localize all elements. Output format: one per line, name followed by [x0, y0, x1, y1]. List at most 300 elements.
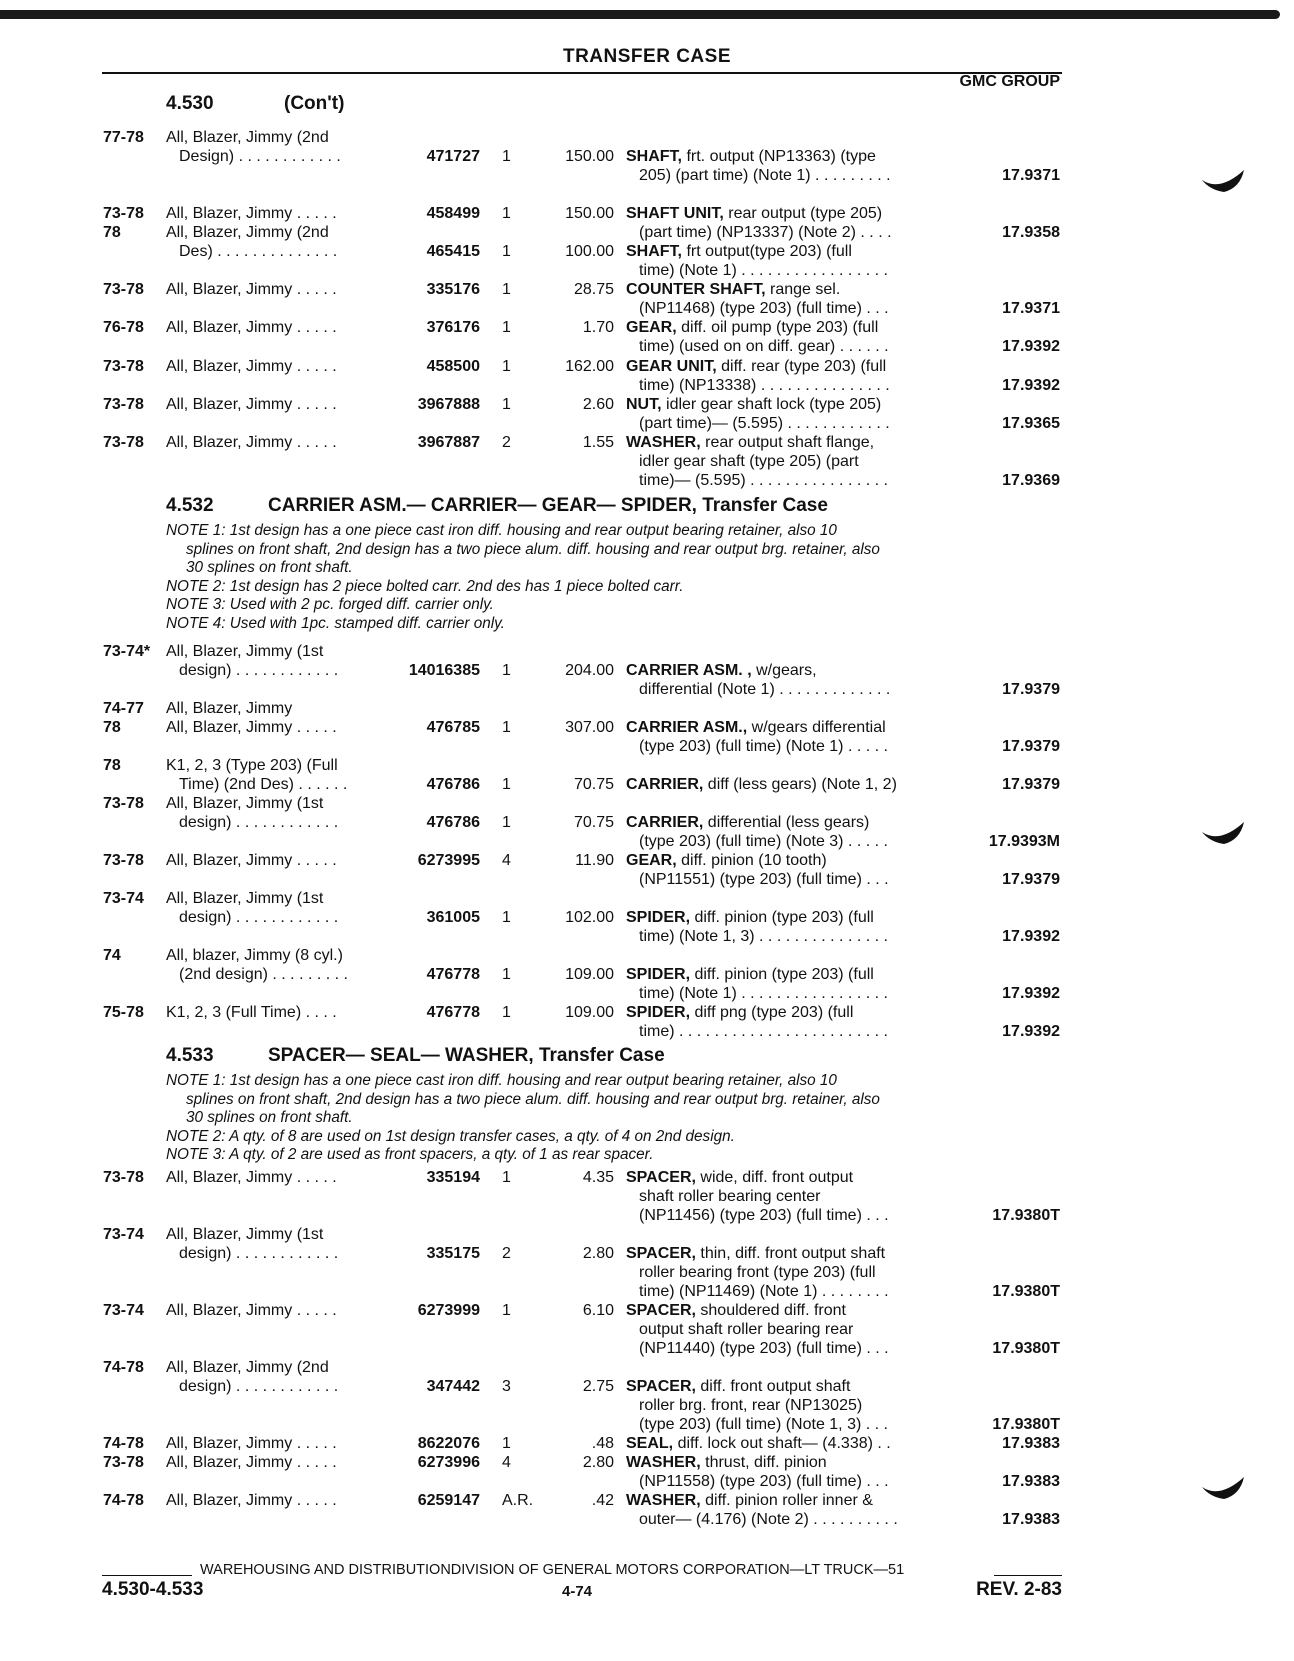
description-line: time) (Note 1) . . . . . . . . . . . . . . . . .	[639, 985, 888, 1002]
description-line: time) . . . . . . . . . . . . . . . . . . . . . . . .	[639, 1023, 888, 1040]
note-line: splines on front shaft, 2nd design has a two piece alum. diff. housing and rear output brg. retainer, also	[186, 540, 880, 558]
application	[166, 1453, 337, 1472]
description-line: (NP11456) (type 203) (full time) . . .	[639, 1207, 889, 1224]
description-text: differential (less gears)	[707, 814, 870, 831]
model-years: 73-78	[103, 1454, 144, 1471]
application	[166, 718, 337, 737]
description-text: thin, diff. front output shaft	[700, 1245, 886, 1262]
part-name: WASHER,	[626, 1492, 701, 1509]
top-edge-bar	[0, 10, 1280, 19]
quantity: 1	[502, 966, 511, 983]
part-name: SPIDER,	[626, 909, 691, 926]
catalog-number: 17.9365	[1002, 415, 1060, 432]
description-line: roller brg. front, rear (NP13025)	[639, 1397, 863, 1414]
price: 2.80	[582, 1245, 614, 1262]
price: 204.00	[565, 662, 614, 679]
application-line: All, Blazer, Jimmy . . . . .	[166, 396, 337, 413]
application	[166, 357, 337, 376]
model-years: 74-78	[103, 1435, 144, 1452]
price: 11.90	[575, 852, 614, 869]
application	[166, 318, 337, 337]
price: 2.60	[582, 396, 614, 413]
model-years: 73-78	[103, 205, 144, 222]
note-line: NOTE 1: 1st design has a one piece cast iron diff. housing and rear output bearing retainer, also 10	[166, 522, 837, 539]
application	[166, 204, 337, 223]
description	[626, 813, 888, 851]
description-line: roller bearing front (type 203) (full	[639, 1264, 876, 1281]
quantity: 1	[502, 1169, 511, 1186]
quantity: 1	[502, 1004, 511, 1021]
description	[626, 718, 888, 756]
application-line: Time) (2nd Des) . . . . . .	[179, 776, 348, 793]
description-line	[626, 1003, 888, 1022]
part-number: 465415	[426, 243, 480, 260]
part-number: 476785	[426, 719, 480, 736]
application-line: K1, 2, 3 (Type 203) (Full	[166, 757, 338, 774]
description-line	[626, 775, 897, 794]
model-years: 73-78	[103, 795, 144, 812]
model-years: 76-78	[103, 319, 144, 336]
model-years: 73-74	[103, 1226, 144, 1243]
description-text: wide, diff. front output	[700, 1169, 854, 1186]
part-name: SPIDER,	[626, 1004, 691, 1021]
section-notes	[166, 522, 1066, 634]
description	[626, 1453, 889, 1491]
quantity: 1	[502, 396, 511, 413]
model-years: 73-74	[103, 1302, 144, 1319]
catalog-number: 17.9379	[1002, 871, 1060, 888]
description	[626, 1491, 898, 1529]
description-line	[626, 1453, 889, 1472]
price: 150.00	[565, 205, 614, 222]
catalog-number: 17.9380T	[992, 1416, 1060, 1433]
application-line: design) . . . . . . . . . . . .	[179, 814, 339, 831]
page-number: 4-74	[562, 1583, 593, 1600]
part-name: NUT,	[626, 396, 662, 413]
description-text: range sel.	[770, 281, 841, 298]
catalog-number: 17.9380T	[992, 1207, 1060, 1224]
description-line	[626, 318, 889, 337]
description-line: (part time)— (5.595) . . . . . . . . . . . .	[639, 415, 890, 432]
application-line: All, blazer, Jimmy (8 cyl.)	[166, 947, 343, 964]
section-heading	[166, 1045, 665, 1067]
price: 109.00	[565, 1004, 614, 1021]
description-text: idler gear shaft lock (type 205)	[666, 396, 882, 413]
part-number: 458499	[426, 205, 480, 222]
description-line: output shaft roller bearing rear	[639, 1321, 854, 1338]
model-years: 74	[103, 947, 121, 964]
part-name: SEAL,	[626, 1435, 674, 1452]
application	[166, 699, 292, 718]
quantity: 1	[502, 1302, 511, 1319]
description-line: outer— (4.176) (Note 2) . . . . . . . . . .	[639, 1511, 898, 1528]
footer-rule-right	[994, 1575, 1062, 1576]
application-line: K1, 2, 3 (Full Time) . . . .	[166, 1004, 337, 1021]
application-line: (2nd design) . . . . . . . . .	[179, 966, 348, 983]
part-number: 335194	[426, 1169, 480, 1186]
description-line: (NP11551) (type 203) (full time) . . .	[639, 871, 889, 888]
page-title: TRANSFER CASE	[562, 46, 731, 67]
part-name: WASHER,	[626, 434, 701, 451]
part-name: SPACER,	[626, 1245, 696, 1262]
part-number: 335176	[426, 281, 480, 298]
quantity: 1	[502, 205, 511, 222]
part-number: 6259147	[417, 1492, 480, 1509]
price: 4.35	[582, 1169, 614, 1186]
catalog-number: 17.9392	[1002, 985, 1060, 1002]
description	[626, 775, 897, 794]
part-number: 476778	[426, 1004, 480, 1021]
description-text: diff (less gears) (Note 1, 2)	[707, 776, 897, 793]
model-years: 73-78	[103, 396, 144, 413]
description-line	[626, 280, 889, 299]
application-line: design) . . . . . . . . . . . .	[179, 1378, 339, 1395]
application-line: All, Blazer, Jimmy . . . . .	[166, 852, 337, 869]
application-line: All, Blazer, Jimmy . . . . .	[166, 1435, 337, 1452]
part-number: 8622076	[417, 1435, 480, 1452]
price: 1.55	[582, 434, 614, 451]
part-name: SPACER,	[626, 1378, 696, 1395]
application-line: All, Blazer, Jimmy . . . . .	[166, 1302, 337, 1319]
application	[166, 1168, 337, 1187]
description-line: (type 203) (full time) (Note 3) . . . . .	[639, 833, 888, 850]
catalog-number: 17.9380T	[992, 1340, 1060, 1357]
note-line: NOTE 3: Used with 2 pc. forged diff. carrier only.	[166, 596, 494, 614]
application-line: All, Blazer, Jimmy . . . . .	[166, 281, 337, 298]
part-number: 471727	[426, 148, 480, 165]
catalog-number: 17.9392	[1002, 1023, 1060, 1040]
catalog-number: 17.9369	[1002, 472, 1060, 489]
description-line: shaft roller bearing center	[639, 1188, 821, 1205]
description	[626, 851, 889, 889]
part-name: CARRIER,	[626, 814, 704, 831]
application-line: All, Blazer, Jimmy . . . . .	[166, 719, 337, 736]
part-name: GEAR,	[626, 852, 677, 869]
description-line	[626, 1377, 888, 1396]
application	[166, 1358, 338, 1396]
section-range: 4.530-4.533	[102, 1579, 204, 1600]
description-line	[626, 395, 890, 414]
price: 2.75	[582, 1378, 614, 1395]
catalog-number: 17.9379	[1002, 738, 1060, 755]
quantity: 3	[502, 1378, 511, 1395]
header-rule	[102, 72, 1062, 74]
catalog-number: 17.9392	[1002, 338, 1060, 355]
model-years: 74-78	[103, 1492, 144, 1509]
catalog-number: 17.9358	[1002, 224, 1060, 241]
model-years: 73-78	[103, 281, 144, 298]
description	[626, 204, 892, 242]
description-text: diff. pinion (type 203) (full	[694, 909, 874, 926]
description-line: time)— (5.595) . . . . . . . . . . . . . . . .	[639, 472, 888, 489]
catalog-number: 17.9383	[1002, 1435, 1060, 1452]
description	[626, 1301, 889, 1358]
quantity: 1	[502, 281, 511, 298]
section-title: SPACER— SEAL— WASHER, Transfer Case	[268, 1045, 665, 1066]
description-line	[626, 965, 888, 984]
section-number: 4.533	[166, 1045, 214, 1066]
application	[166, 889, 338, 927]
binder-hole-mark	[1200, 820, 1246, 846]
description	[626, 357, 890, 395]
description-line	[626, 433, 888, 452]
application-line: design) . . . . . . . . . . . .	[179, 662, 339, 679]
quantity: 2	[502, 434, 511, 451]
part-number: 347442	[426, 1378, 480, 1395]
section-notes	[166, 1072, 1066, 1165]
application-line: All, Blazer, Jimmy (1st	[166, 1226, 324, 1243]
model-years: 73-78	[103, 852, 144, 869]
part-name: COUNTER SHAFT,	[626, 281, 766, 298]
quantity: A.R.	[502, 1492, 534, 1509]
description-text: diff. lock out shaft— (4.338) . .	[677, 1435, 891, 1452]
description-line: idler gear shaft (type 205) (part	[639, 453, 859, 470]
part-number: 476786	[426, 814, 480, 831]
part-name: SHAFT,	[626, 243, 682, 260]
application	[166, 851, 337, 870]
price: 70.75	[573, 776, 614, 793]
description-text: diff png (type 203) (full	[694, 1004, 854, 1021]
application-line: All, Blazer, Jimmy . . . . .	[166, 434, 337, 451]
description-line: time) (used on on diff. gear) . . . . . .	[639, 338, 889, 355]
description-text: diff. oil pump (type 203) (full	[681, 319, 879, 336]
model-years: 77-78	[103, 129, 144, 146]
quantity: 2	[502, 1245, 511, 1262]
model-years: 73-78	[103, 434, 144, 451]
note-line: NOTE 4: Used with 1pc. stamped diff. carrier only.	[166, 614, 505, 632]
binder-hole-mark	[1200, 168, 1246, 194]
part-number: 6273999	[417, 1302, 480, 1319]
application-line: All, Blazer, Jimmy (1st	[166, 795, 324, 812]
description-line: time) (Note 1) . . . . . . . . . . . . . . . . .	[639, 262, 888, 279]
application	[166, 946, 348, 984]
description-text: rear output shaft flange,	[705, 434, 875, 451]
description	[626, 1003, 888, 1041]
application-line: All, Blazer, Jimmy . . . . .	[166, 319, 337, 336]
description	[626, 318, 889, 356]
part-number: 335175	[426, 1245, 480, 1262]
application	[166, 1301, 337, 1320]
catalog-number: 17.9392	[1002, 928, 1060, 945]
price: 162.00	[565, 358, 614, 375]
application	[166, 756, 347, 794]
description-line	[626, 1168, 889, 1187]
application-line: All, Blazer, Jimmy . . . . .	[166, 205, 337, 222]
section-title: (Con't)	[284, 93, 345, 114]
part-number: 6273995	[417, 852, 480, 869]
application	[166, 794, 338, 832]
note-line: NOTE 1: 1st design has a one piece cast iron diff. housing and rear output bearing retainer, also 10	[166, 1072, 837, 1089]
description-line: time) (Note 1, 3) . . . . . . . . . . . . . . .	[639, 928, 888, 945]
note-line: 30 splines on front shaft.	[186, 559, 353, 577]
description-text: w/gears,	[756, 662, 817, 679]
group-label: GMC GROUP	[959, 73, 1060, 90]
description-line	[626, 1434, 891, 1453]
price: 109.00	[565, 966, 614, 983]
model-years: 78	[103, 757, 121, 774]
quantity: 1	[502, 358, 511, 375]
note-line: splines on front shaft, 2nd design has a two piece alum. diff. housing and rear output brg. retainer, also	[186, 1090, 880, 1108]
application	[166, 128, 341, 166]
part-number: 14016385	[408, 662, 480, 679]
model-years: 75-78	[103, 1004, 144, 1021]
description-line: 205) (part time) (Note 1) . . . . . . . . .	[639, 167, 891, 184]
description-line: differential (Note 1) . . . . . . . . . . . . .	[639, 681, 891, 698]
description	[626, 395, 890, 433]
application	[166, 1434, 337, 1453]
description-line	[626, 1301, 889, 1320]
application	[166, 395, 337, 414]
quantity: 1	[502, 719, 511, 736]
description	[626, 965, 888, 1003]
price: 100.00	[565, 243, 614, 260]
description	[626, 433, 888, 490]
description	[626, 1168, 889, 1225]
model-years: 73-78	[103, 358, 144, 375]
note-line: NOTE 2: A qty. of 8 are used on 1st design transfer cases, a qty. of 4 on 2nd design.	[166, 1127, 735, 1145]
description-line	[626, 718, 888, 737]
application-line: All, Blazer, Jimmy (2nd	[166, 224, 329, 241]
description-text: thrust, diff. pinion	[705, 1454, 827, 1471]
quantity: 1	[502, 776, 511, 793]
application-line: All, Blazer, Jimmy . . . . .	[166, 358, 337, 375]
application-line: All, Blazer, Jimmy (2nd	[166, 1359, 329, 1376]
catalog-number: 17.9371	[1002, 167, 1060, 184]
catalog-number: 17.9380T	[992, 1283, 1060, 1300]
description-line: (type 203) (full time) (Note 1) . . . . .	[639, 738, 888, 755]
part-number: 6273996	[417, 1454, 480, 1471]
model-years: 74-78	[103, 1359, 144, 1376]
part-name: SPACER,	[626, 1169, 696, 1186]
application	[166, 1491, 337, 1510]
part-name: WASHER,	[626, 1454, 701, 1471]
description-text: rear output (type 205)	[728, 205, 883, 222]
footer-text: WAREHOUSING AND DISTRIBUTIONDIVISION OF GENERAL MOTORS CORPORATION—LT TRUCK—51	[200, 1562, 905, 1578]
model-years: 78	[103, 224, 121, 241]
description-text: diff. pinion roller inner &	[705, 1492, 873, 1509]
section-number: 4.532	[166, 495, 214, 516]
quantity: 4	[502, 852, 511, 869]
part-name: SPIDER,	[626, 966, 691, 983]
part-number: 376176	[426, 319, 480, 336]
part-number: 476786	[426, 776, 480, 793]
description	[626, 147, 891, 185]
part-number: 3967887	[417, 434, 480, 451]
description-line	[626, 357, 890, 376]
description	[626, 1434, 891, 1453]
quantity: 1	[502, 1435, 511, 1452]
part-name: GEAR UNIT,	[626, 358, 717, 375]
quantity: 1	[502, 319, 511, 336]
section-heading	[166, 93, 344, 115]
part-name: GEAR,	[626, 319, 677, 336]
description-line: (NP11440) (type 203) (full time) . . .	[639, 1340, 889, 1357]
footer-rule-left	[102, 1575, 192, 1576]
part-name: SHAFT,	[626, 148, 682, 165]
application	[166, 642, 338, 680]
description-line: (type 203) (full time) (Note 1, 3) . . .	[639, 1416, 888, 1433]
application-line: All, Blazer, Jimmy . . . . .	[166, 1492, 337, 1509]
note-line: NOTE 2: 1st design has 2 piece bolted carr. 2nd des has 1 piece bolted carr.	[166, 577, 684, 595]
model-years: 73-74	[103, 890, 144, 907]
price: 150.00	[565, 148, 614, 165]
application	[166, 1225, 338, 1263]
application-line: All, Blazer, Jimmy . . . . .	[166, 1169, 337, 1186]
description-line: time) (NP13338) . . . . . . . . . . . . . . .	[639, 377, 890, 394]
description-line	[626, 204, 892, 223]
description-text: shouldered diff. front	[700, 1302, 846, 1319]
price: 6.10	[582, 1302, 614, 1319]
application-line: All, Blazer, Jimmy . . . . .	[166, 1454, 337, 1471]
description-line	[626, 661, 890, 680]
application-line: Des) . . . . . . . . . . . . . .	[179, 243, 338, 260]
catalog-number: 17.9379	[1002, 776, 1060, 793]
price: .42	[591, 1492, 614, 1509]
application-line: All, Blazer, Jimmy (1st	[166, 890, 324, 907]
quantity: 1	[502, 909, 511, 926]
description	[626, 1377, 888, 1434]
revision-label: REV. 2-83	[976, 1579, 1062, 1600]
description	[626, 242, 888, 280]
application	[166, 433, 337, 452]
part-number: 458500	[426, 358, 480, 375]
catalog-number: 17.9393M	[988, 833, 1060, 850]
application-line: design) . . . . . . . . . . . .	[179, 909, 339, 926]
description-line: (NP11558) (type 203) (full time) . . .	[639, 1473, 889, 1490]
model-years: 73-74*	[103, 643, 151, 660]
description-text: diff. pinion (type 203) (full	[694, 966, 874, 983]
description-line	[626, 1491, 898, 1510]
description-line: (NP11468) (type 203) (full time) . . .	[639, 300, 889, 317]
part-number: 3967888	[417, 396, 480, 413]
description	[626, 908, 888, 946]
application	[166, 223, 337, 261]
part-name: SHAFT UNIT,	[626, 205, 724, 222]
quantity: 1	[502, 662, 511, 679]
section-heading	[166, 495, 828, 517]
note-line: NOTE 3: A qty. of 2 are used as front spacers, a qty. of 1 as rear spacer.	[166, 1146, 654, 1164]
description-text: diff. rear (type 203) (full	[721, 358, 887, 375]
catalog-number: 17.9371	[1002, 300, 1060, 317]
description-line	[626, 1244, 889, 1263]
quantity: 1	[502, 243, 511, 260]
description-text: frt output(type 203) (full	[686, 243, 852, 260]
price: 2.80	[582, 1454, 614, 1471]
section-title: CARRIER ASM.— CARRIER— GEAR— SPIDER, Transfer Case	[268, 495, 828, 516]
description-line	[626, 851, 889, 870]
application	[166, 280, 337, 299]
application-line: All, Blazer, Jimmy (1st	[166, 643, 324, 660]
catalog-number: 17.9383	[1002, 1511, 1060, 1528]
description	[626, 1244, 889, 1301]
description-text: diff. front output shaft	[700, 1378, 851, 1395]
description	[626, 661, 890, 699]
application-line: design) . . . . . . . . . . . .	[179, 1245, 339, 1262]
description-text: frt. output (NP13363) (type	[686, 148, 876, 165]
note-line: 30 splines on front shaft.	[186, 1109, 353, 1127]
model-years: 78	[103, 719, 121, 736]
catalog-number: 17.9379	[1002, 681, 1060, 698]
catalog-number: 17.9383	[1002, 1473, 1060, 1490]
application-line: Design) . . . . . . . . . . . .	[179, 148, 341, 165]
application-line: All, Blazer, Jimmy (2nd	[166, 129, 329, 146]
application-line: All, Blazer, Jimmy	[166, 700, 293, 717]
price: 1.70	[582, 319, 614, 336]
part-name: SPACER,	[626, 1302, 696, 1319]
binder-hole-mark	[1200, 1475, 1246, 1501]
description-line	[626, 242, 888, 261]
section-number: 4.530	[166, 93, 214, 114]
